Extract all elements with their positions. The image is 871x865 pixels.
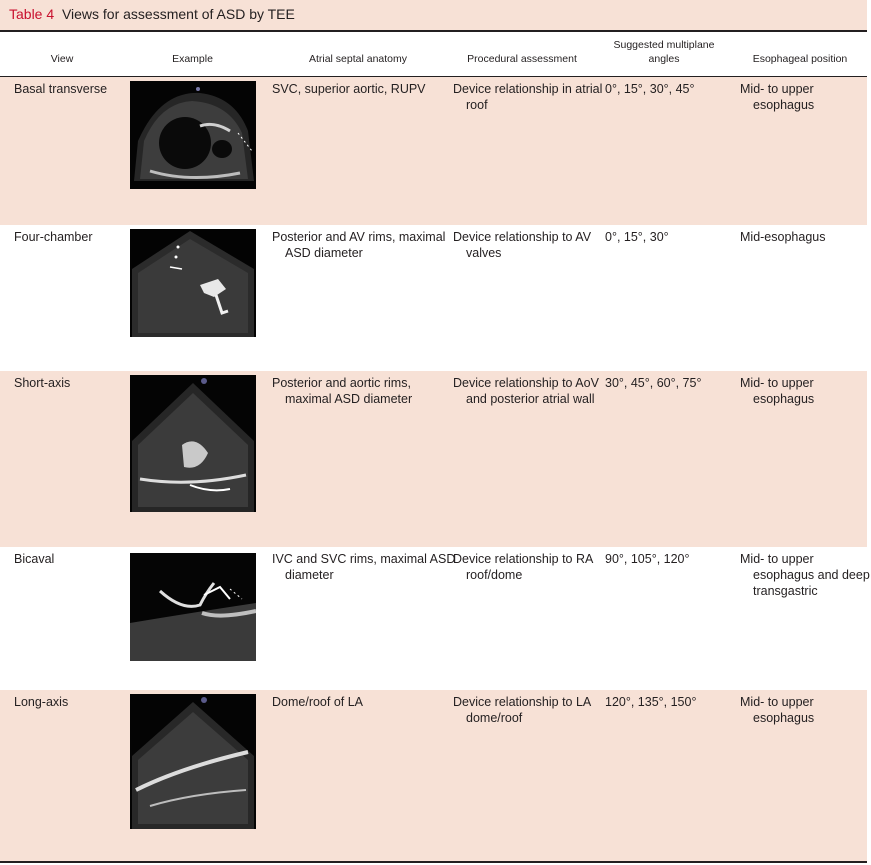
cell-anatomy: Posterior and AV rims, maximal ASD diameter	[272, 230, 446, 260]
cell-view: Basal transverse	[14, 82, 108, 96]
cell-procedural: Device relationship to AV valves	[453, 230, 592, 260]
table-header-row	[0, 32, 867, 77]
cell-view: Short-axis	[14, 376, 71, 390]
cell-position: Mid- to upper esophagus	[740, 376, 815, 406]
header-view: View	[50, 53, 74, 65]
table-bottom-rule	[0, 861, 867, 863]
cell-anatomy: SVC, superior aortic, RUPV	[272, 82, 426, 96]
table-row	[0, 547, 870, 690]
table-caption	[9, 6, 295, 22]
table-row	[0, 371, 867, 547]
echo-image-bicaval	[130, 553, 256, 661]
echo-image-long-axis	[130, 694, 256, 829]
cell-position: Mid- to upper esophagus	[740, 82, 815, 112]
cell-anatomy: IVC and SVC rims, maximal ASD diameter	[272, 552, 456, 582]
header-example: Example	[172, 53, 213, 65]
table-number: Table 4	[9, 6, 55, 22]
table-title: Views for assessment of ASD by TEE	[61, 6, 295, 22]
cell-angles: 0°, 15°, 30°, 45°	[605, 82, 695, 96]
cell-anatomy: Posterior and aortic rims, maximal ASD diameter	[272, 376, 413, 406]
cell-position: Mid- to upper esophagus	[740, 695, 815, 725]
header-anatomy: Atrial septal anatomy	[308, 53, 408, 65]
cell-angles: 0°, 15°, 30°	[605, 230, 669, 244]
table-row	[0, 690, 867, 861]
cell-position: Mid- to upper esophagus and deep transgastric	[740, 552, 870, 598]
cell-angles: 120°, 135°, 150°	[605, 695, 697, 709]
cell-angles: 30°, 45°, 60°, 75°	[605, 376, 702, 390]
cell-procedural: Device relationship in atrial roof	[453, 82, 603, 112]
table-row	[0, 77, 867, 225]
cell-procedural: Device relationship to RA roof/dome	[453, 552, 593, 582]
echo-image-basal-transverse	[130, 81, 256, 189]
header-position: Esophageal position	[752, 53, 848, 65]
cell-view: Bicaval	[14, 552, 55, 566]
header-procedural: Procedural assessment	[467, 53, 577, 65]
cell-position: Mid-esophagus	[740, 230, 826, 244]
table-title-bar	[0, 0, 867, 32]
cell-anatomy: Dome/roof of LA	[272, 695, 364, 709]
echo-image-four-chamber	[130, 229, 256, 337]
cell-view: Long-axis	[14, 695, 69, 709]
table-row	[0, 225, 867, 371]
header-angles: Suggested multiplane angles	[613, 39, 715, 65]
cell-procedural: Device relationship to LA dome/roof	[453, 695, 591, 725]
echo-image-short-axis	[130, 375, 256, 512]
cell-angles: 90°, 105°, 120°	[605, 552, 690, 566]
cell-view: Four-chamber	[14, 230, 93, 244]
cell-procedural: Device relationship to AoV and posterior atrial wall	[453, 376, 599, 406]
